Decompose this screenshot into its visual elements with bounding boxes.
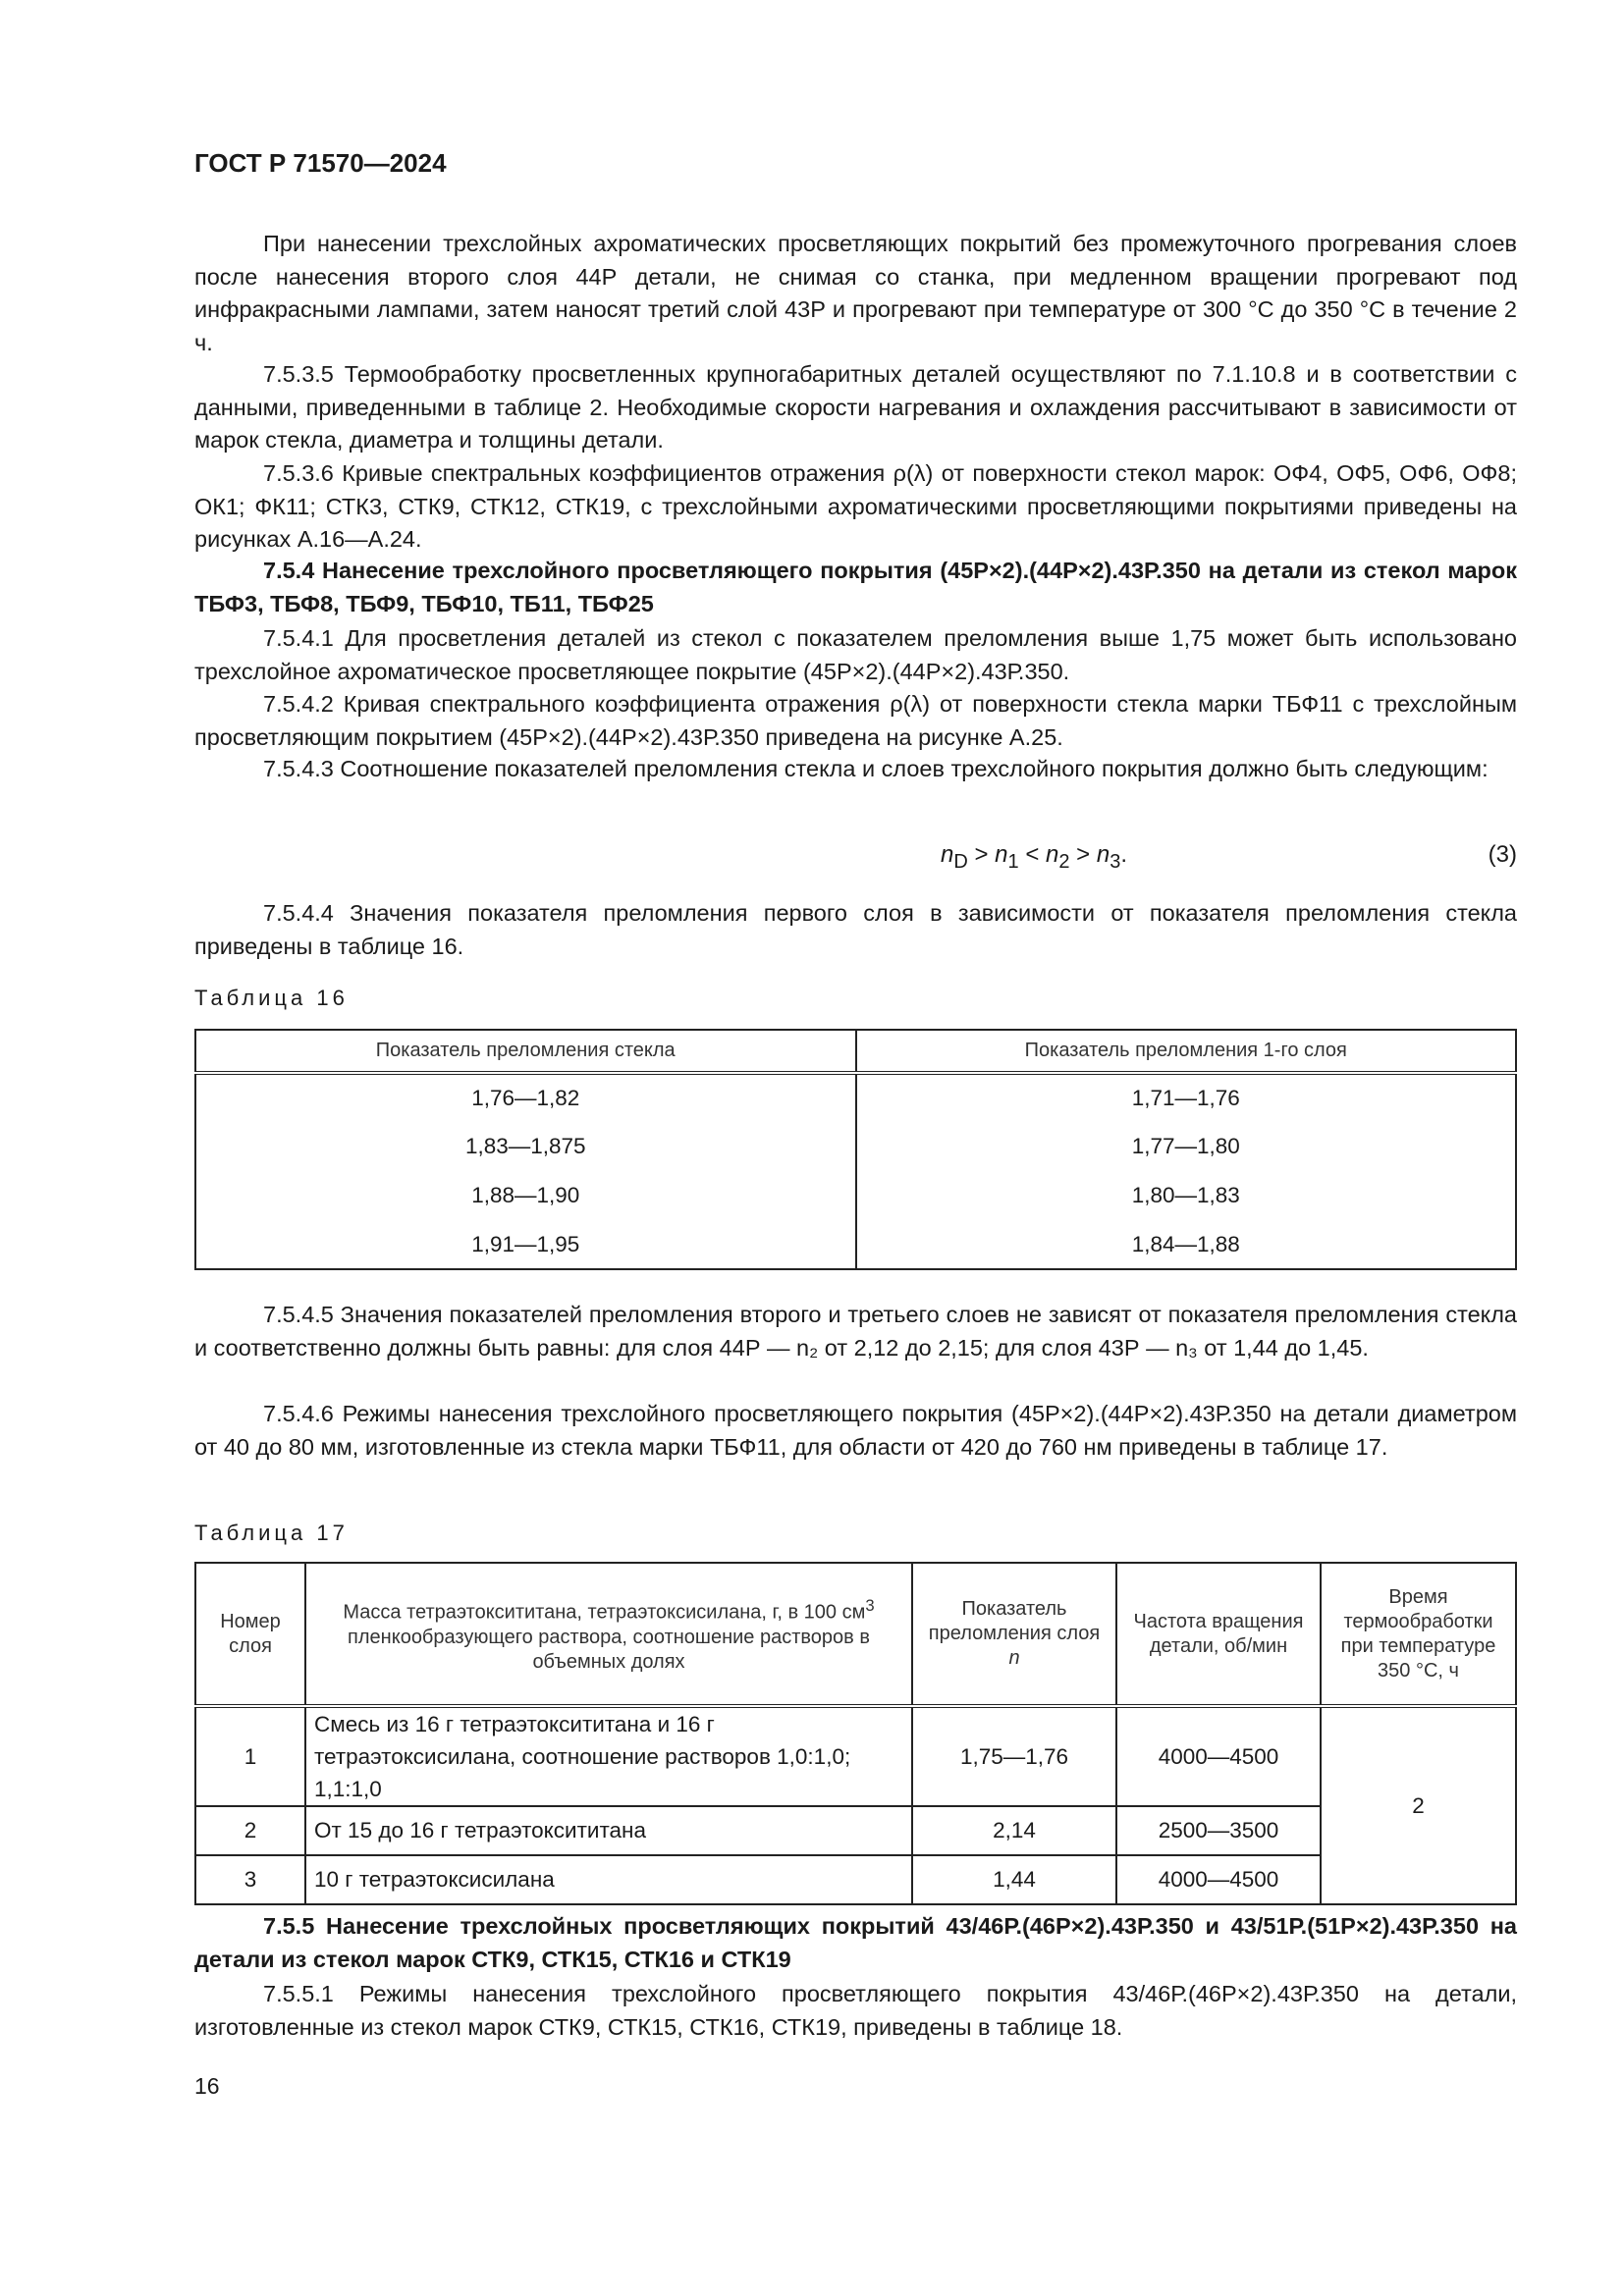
table-header: Показатель преломления 1-го слоя	[856, 1030, 1517, 1073]
table-cell: 1,75—1,76	[912, 1706, 1116, 1806]
table-16-caption: Таблица 16	[194, 986, 349, 1010]
table-row	[195, 1855, 1516, 1904]
table-17-caption: Таблица 17	[194, 1521, 349, 1545]
table-cell: 1,83—1,875	[195, 1122, 856, 1171]
table-cell: Смесь из 16 г тетраэтоксититана и 16 г тетраэтоксисилана, соотношение растворов 1,0:1,0; 1,1:1,0	[305, 1706, 912, 1806]
page-number: 16	[194, 2073, 220, 2099]
table-cell: 4000—4500	[1116, 1706, 1321, 1806]
table-cell: 1,77—1,80	[856, 1122, 1517, 1171]
table-header: Показатель преломления слоя n	[912, 1563, 1116, 1706]
table-cell: От 15 до 16 г тетраэтоксититана	[305, 1806, 912, 1855]
table-cell: 1,84—1,88	[856, 1220, 1517, 1269]
table-cell: 10 г тетраэтоксисилана	[305, 1855, 912, 1904]
table-header: Номер слоя	[195, 1563, 305, 1706]
section-heading-7-5-5: 7.5.5 Нанесение трехслойных просветляющих покрытий 43/46Р.(46Р×2).43Р.350 и 43/51Р.(51Р×2).43Р.350 на детали из стекол марок СТК9, СТК15, СТК16 и СТК19	[194, 1913, 1517, 1972]
paragraph-7-5-4-1: 7.5.4.1 Для просветления деталей из стекол с показателем преломления выше 1,75 может быть использовано трехслойное ахроматическое просветляющее покрытие (45Р×2).(44Р×2).43Р.350.	[194, 625, 1517, 684]
paragraph-7-5-5-1: 7.5.5.1 Режимы нанесения трехслойного просветляющего покрытия 43/46Р.(46Р×2).43Р.350 на детали, изготовленные из стекол марок СТК9, СТК15, СТК16, СТК19, приведены в таблице 18.	[194, 1981, 1517, 2040]
paragraph-7-5-4-5: 7.5.4.5 Значения показателей преломления второго и третьего слоев не зависят от показателя преломления стекла и соответственно должны быть равны: для слоя 44Р — n₂ от 2,12 до 2,15; для слоя 43Р — n₃ от 1,44 до 1,45.	[194, 1302, 1517, 1361]
section-heading-7-5-4: 7.5.4 Нанесение трехслойного просветляющего покрытия (45Р×2).(44Р×2).43Р.350 на детали из стекол марок ТБФ3, ТБФ8, ТБФ9, ТБФ10, ТБ11, ТБФ25	[194, 558, 1517, 616]
table-header: Время термообработки при температуре 350 °С, ч	[1321, 1563, 1516, 1706]
table-cell: 1,71—1,76	[856, 1073, 1517, 1122]
table-cell: 1,88—1,90	[195, 1171, 856, 1220]
table-cell: 1,91—1,95	[195, 1220, 856, 1269]
table-row	[195, 1122, 1516, 1171]
formula-number: (3)	[1488, 841, 1517, 868]
table-header: Показатель преломления стекла	[195, 1030, 856, 1073]
table-header: Частота вращения детали, об/мин	[1116, 1563, 1321, 1706]
table-cell: 1,80—1,83	[856, 1171, 1517, 1220]
paragraph: При нанесении трехслойных ахроматических просветляющих покрытий без промежуточного прогревания слоев после нанесения второго слоя 44Р детали, не снимая со станка, при медленном вращении прогревают под инфракрасными лампами, затем наносят третий слой 43Р и прогревают при температуре от 300 °С до 350 °С в течение 2 ч.	[194, 231, 1517, 355]
document-code: ГОСТ Р 71570—2024	[194, 148, 447, 178]
paragraph-7-5-3-5: 7.5.3.5 Термообработку просветленных крупногабаритных деталей осуществляют по 7.1.10.8 и в соответствии с данными, приведенными в таблице 2. Необходимые скорости нагревания и охлаждения рассчитывают в зависимости от марок стекла, диаметра и толщины детали.	[194, 361, 1517, 453]
table-16	[194, 1029, 1517, 1270]
table-row	[195, 1171, 1516, 1220]
paragraph-7-5-4-3: 7.5.4.3 Соотношение показателей преломления стекла и слоев трехслойного покрытия должно быть следующим:	[263, 756, 1489, 781]
table-cell: 1,76—1,82	[195, 1073, 856, 1122]
table-cell: 2	[195, 1806, 305, 1855]
paragraph-7-5-4-2: 7.5.4.2 Кривая спектрального коэффициента отражения ρ(λ) от поверхности стекла марки ТБФ11 с трехслойным просветляющим покрытием (45Р×2).(44Р×2).43Р.350 приведена на рисунке А.25.	[194, 691, 1517, 750]
table-row	[195, 1073, 1516, 1122]
table-header: Масса тетраэтоксититана, тетраэтоксисилана, г, в 100 $см^3$ пленкообразующего раствора, соотношение растворов в объемных долях	[305, 1563, 912, 1706]
table-cell: 1	[195, 1706, 305, 1806]
table-cell: 2,14	[912, 1806, 1116, 1855]
table-cell-time: 2	[1321, 1706, 1516, 1904]
table-cell: 1,44	[912, 1855, 1116, 1904]
paragraph-7-5-4-6: 7.5.4.6 Режимы нанесения трехслойного просветляющего покрытия (45Р×2).(44Р×2).43Р.350 на детали диаметром от 40 до 80 мм, изготовленные из стекла марки ТБФ11, для области от 420 до 760 нм приведены в таблице 17.	[194, 1401, 1517, 1460]
table-row	[195, 1706, 1516, 1806]
table-cell: 3	[195, 1855, 305, 1904]
paragraph-7-5-4-4: 7.5.4.4 Значения показателя преломления первого слоя в зависимости от показателя преломления стекла приведены в таблице 16.	[194, 900, 1517, 959]
paragraph-7-5-3-6: 7.5.3.6 Кривые спектральных коэффициентов отражения ρ(λ) от поверхности стекол марок: ОФ4, ОФ5, ОФ6, ОФ8; ОК1; ФК11; СТК3, СТК9, СТК12, СТК19, с трехслойными ахроматическими просветляющими покрытиями приведены на рисунках А.16—А.24.	[194, 460, 1517, 552]
formula-expression: $n_D > n_1 < n_2 > n_3$.	[941, 841, 1128, 873]
table-row	[195, 1220, 1516, 1269]
table-cell: 4000—4500	[1116, 1855, 1321, 1904]
table-row	[195, 1806, 1516, 1855]
table-17	[194, 1562, 1517, 1905]
table-cell: 2500—3500	[1116, 1806, 1321, 1855]
